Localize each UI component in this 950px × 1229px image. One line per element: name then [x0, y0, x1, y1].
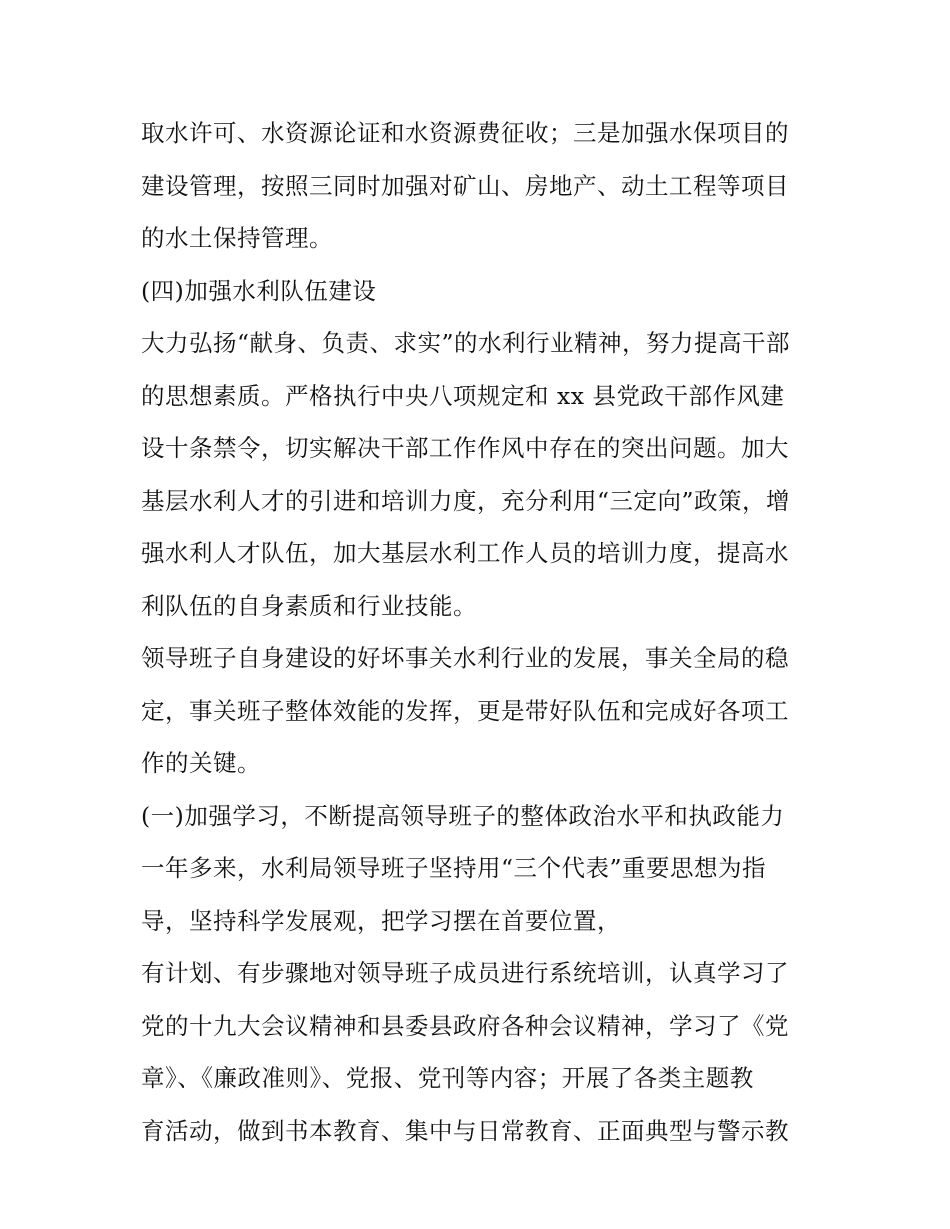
text-line: 育活动，做到书本教育、集中与日常教育、正面典型与警示教: [141, 1116, 789, 1145]
text-line: 大力弘扬“献身、负责、求实”的水利行业精神，努力提高干部: [141, 329, 791, 357]
text-line: 设十条禁令，切实解决干部工作作风中存在的突出问题。加大: [141, 434, 789, 462]
text-line: 领导班子自身建设的好坏事关水利行业的发展，事关全局的稳: [141, 644, 789, 672]
section-heading: (一)加强学习，不断提高领导班子的整体政治水平和执政能力: [141, 801, 785, 830]
text-line: 的水土保持管理。: [141, 224, 333, 252]
section-heading: (四)加强水利队伍建设: [141, 276, 377, 305]
text-line: 取水许可、水资源论证和水资源费征收；三是加强水保项目的: [141, 119, 789, 147]
text-line: 基层水利人才的引进和培训力度，充分利用“三定向”政策，增: [141, 486, 791, 515]
text-line: 定，事关班子整体效能的发挥，更是带好队伍和完成好各项工: [141, 696, 789, 725]
text-line: 强水利人才队伍，加大基层水利工作人员的培训力度，提高水: [141, 539, 789, 567]
text-line: 党的十九大会议精神和县委县政府各种会议精神，学习了《党: [141, 1011, 789, 1040]
text-line: 章》、《廉政准则》、党报、党刊等内容；开展了各类主题教: [141, 1064, 754, 1092]
text-line: 有计划、有步骤地对领导班子成员进行系统培训，认真学习了: [141, 959, 789, 987]
text-line: 导，坚持科学发展观，把学习摆在首要位置，: [141, 906, 621, 935]
text-line: 作的关键。: [141, 749, 261, 777]
text-line: 利队伍的自身素质和行业技能。: [141, 591, 477, 620]
text-line: 建设管理，按照三同时加强对矿山、房地产、动土工程等项目: [141, 171, 789, 200]
body-text: [141, 107, 821, 1157]
text-line: 的思想素质。严格执行中央八项规定和 xx 县党政干部作风建: [141, 381, 785, 410]
text-line: 一年多来，水利局领导班子坚持用“三个代表”重要思想为指: [141, 854, 767, 882]
